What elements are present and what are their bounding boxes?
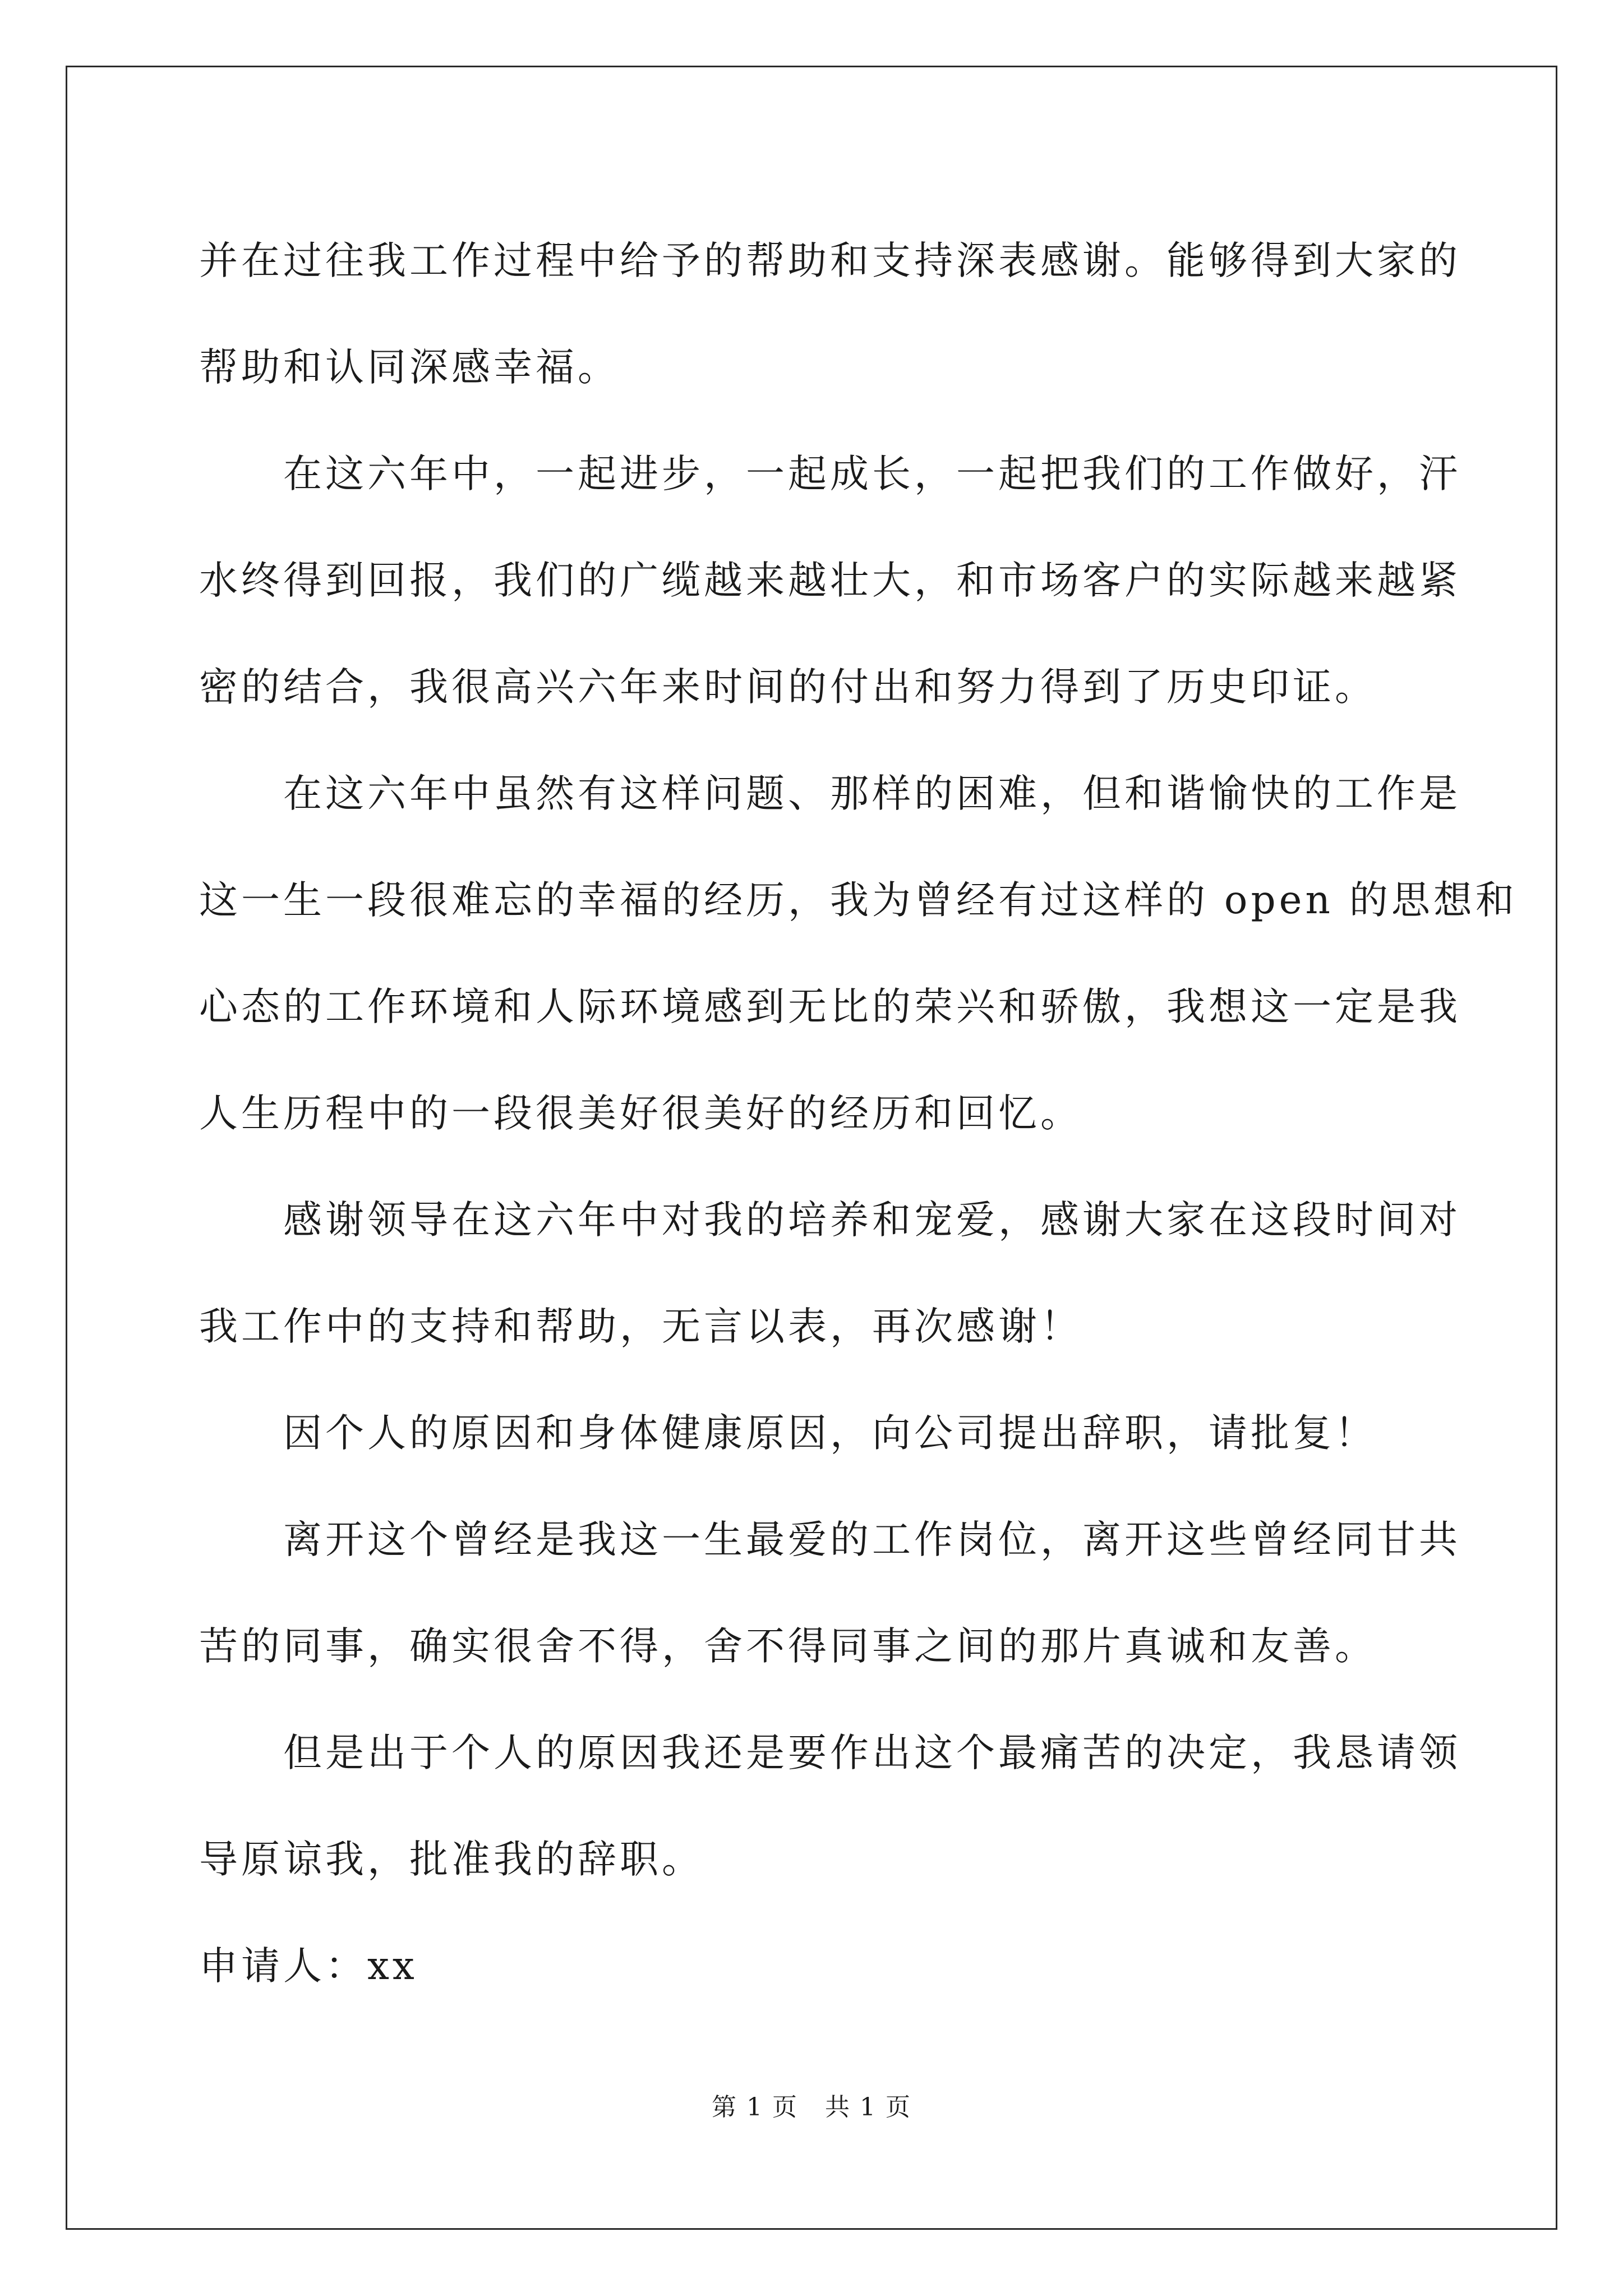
body-line: 在这六年中，一起进步，一起成长，一起把我们的工作做好，汗 [283,452,1461,496]
body-line: 这一生一段很难忘的幸福的经历，我为曾经有过这样的 open 的思想和 [199,878,1518,923]
body-line: 苦的同事，确实很舍不得，舍不得同事之间的那片真诚和友善。 [199,1624,1377,1669]
body-line: 离开这个曾经是我这一生最爱的工作岗位，离开这些曾经同甘共 [283,1517,1461,1562]
body-line: 密的结合，我很高兴六年来时间的付出和努力得到了历史印证。 [199,665,1377,710]
page-number-footer: 第 1 页 共 1 页 [712,2093,911,2122]
body-line: 水终得到回报，我们的广缆越来越壮大，和市场客户的实际越来越紧 [199,558,1461,603]
applicant-signature: 申请人：xx [199,1944,418,1989]
body-line: 心态的工作环境和人际环境感到无比的荣兴和骄傲，我想这一定是我 [199,984,1461,1029]
body-line: 人生历程中的一段很美好很美好的经历和回忆。 [199,1091,1082,1136]
body-line: 导原谅我，批准我的辞职。 [199,1837,704,1882]
letter-body [199,208,1518,2019]
body-line: 但是出于个人的原因我还是要作出这个最痛苦的决定，我恳请领 [283,1731,1461,1775]
body-line: 帮助和认同深感幸福。 [199,345,620,390]
body-line: 感谢领导在这六年中对我的培养和宠爱，感谢大家在这段时间对 [283,1198,1461,1243]
body-line: 因个人的原因和身体健康原因，向公司提出辞职，请批复！ [283,1411,1377,1456]
body-line: 并在过往我工作过程中给予的帮助和支持深表感谢。能够得到大家的 [199,238,1461,283]
body-line: 我工作中的支持和帮助，无言以表，再次感谢！ [199,1304,1082,1349]
body-line: 在这六年中虽然有这样问题、那样的困难，但和谐愉快的工作是 [283,771,1461,816]
